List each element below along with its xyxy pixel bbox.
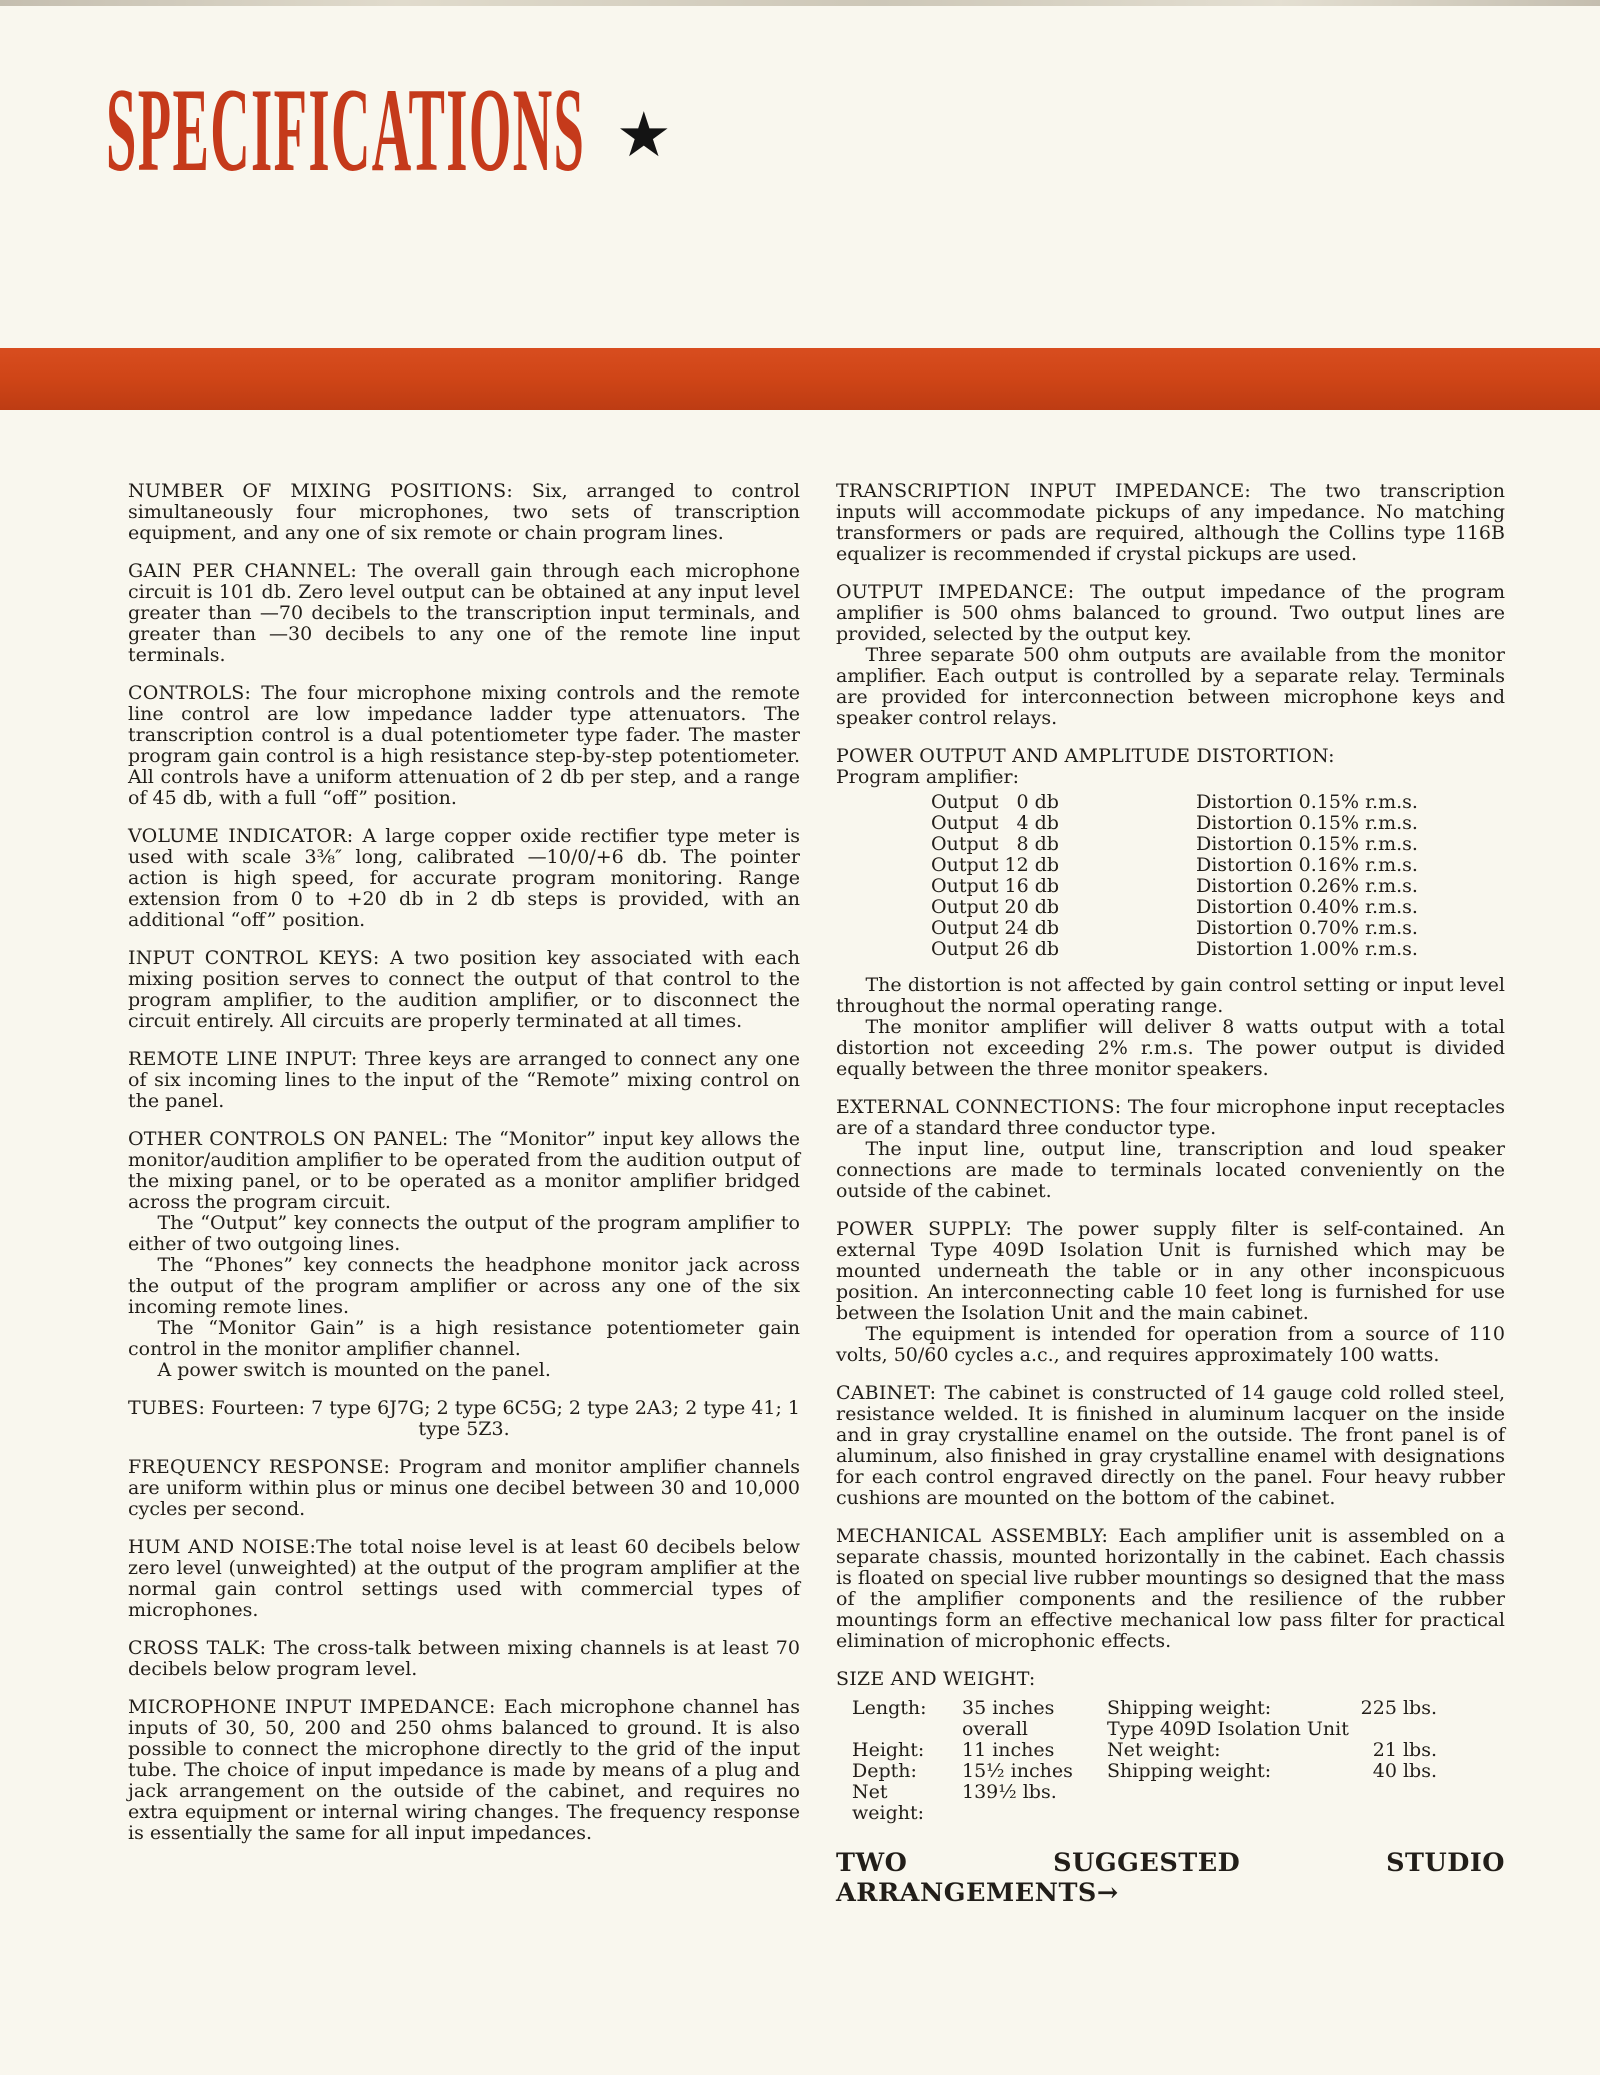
output-level: 8: [1016, 833, 1029, 855]
output-label: Output: [931, 938, 999, 960]
section-heading: HUM AND NOISE:: [128, 1536, 317, 1558]
section-continuation: The equipment is intended for operation from a source of 110 volts, 50/60 cycles a.c., and requires approximately 100 watts.: [836, 1323, 1505, 1366]
section-heading: MICROPHONE INPUT IMPEDANCE:: [128, 1696, 504, 1718]
section-heading: CROSS TALK:: [128, 1637, 274, 1659]
section-continuation: Three separate 500 ohm outputs are available from the monitor amplifier. Each output is controlled by a separate relay. Terminals are provided for interconnection between microphone keys and speaker control relays.: [836, 644, 1505, 729]
rms-label: r.m.s.: [1365, 917, 1418, 939]
db-label: db: [1034, 938, 1060, 960]
page-title: SPECIFICATIONS: [106, 63, 586, 196]
db-label: db: [1034, 854, 1060, 876]
weight-value: 225 lbs.: [1360, 1697, 1437, 1719]
size-weight-left: [852, 1698, 1107, 1824]
section-body: Program and monitor amplifier channels are uniform within plus or minus one decibel between 30 and 10,000 cycles per second.: [128, 1456, 800, 1520]
section-body: A large copper oxide rectifier type meter is used with scale 3⅜″ long, calibrated —10/0/+6 db. The pointer action is high speed, for accurate program monitoring. Range extension from 0 to +20 db in 2 db steps is provided, with an additional “off” position.: [128, 825, 800, 931]
output-level: 0: [1016, 791, 1029, 813]
section-heading: INPUT CONTROL KEYS:: [128, 947, 391, 969]
distortion-label: Distortion: [1196, 812, 1293, 834]
spec-section-hum-and-noise: [128, 1537, 800, 1621]
section-body: The two transcription inputs will accommodate pickups of any impedance. No matching transformers or pads are required, although the Collins type 116B equalizer is recommended if crystal pickups are used.: [836, 480, 1505, 565]
size-weight-table: [836, 1698, 1505, 1824]
section-continuation: A power switch is mounted on the panel.: [157, 1359, 551, 1381]
spec-section-cross-talk: [128, 1638, 800, 1680]
spec-section-external-connections: [836, 1097, 1505, 1202]
output-label: Output: [931, 875, 999, 897]
dimension-value: 139½ lbs.: [962, 1781, 1057, 1803]
section-heading: CONTROLS:: [128, 682, 262, 704]
table-row: [852, 1761, 1107, 1782]
spec-section-mechanical-assembly: [836, 1526, 1505, 1652]
output-label: Output: [931, 854, 999, 876]
output-level: 4: [1016, 812, 1029, 834]
spec-section-output-impedance: [836, 582, 1505, 729]
dimension-label: Net weight:: [852, 1781, 925, 1824]
table-row: [852, 1740, 1107, 1761]
table-row: [931, 855, 1505, 876]
section-heading: FREQUENCY RESPONSE:: [128, 1456, 399, 1478]
rms-label: r.m.s.: [1365, 791, 1418, 813]
weight-label: Shipping weight:: [1107, 1697, 1272, 1719]
section-body: The four microphone input receptacles are of a standard three conductor type.: [836, 1096, 1505, 1139]
output-label: Output: [931, 812, 999, 834]
section-body: Fourteen: 7 type 6J7G; 2 type 6C5G; 2 type 2A3; 2 type 41; 1 type 5Z3.: [211, 1397, 800, 1440]
section-body: The “Monitor” input key allows the monitor/audition amplifier to be operated from the audition output of the mixing panel, or to be operated as a monitor amplifier bridged across the program circuit.: [128, 1128, 801, 1213]
spec-section-gain-per-channel: [128, 561, 800, 666]
section-heading: VOLUME INDICATOR:: [128, 825, 363, 847]
section-heading: NUMBER OF MIXING POSITIONS:: [128, 480, 532, 502]
rms-label: r.m.s.: [1365, 854, 1418, 876]
distortion-label: Distortion: [1196, 854, 1293, 876]
section-body: The total noise level is at least 60 decibels below zero level (unweighted) at the output of the program amplifier at the normal gain control settings used with commercial types of microphones.: [128, 1536, 800, 1621]
distortion-label: Distortion: [1196, 896, 1293, 918]
db-label: db: [1034, 917, 1060, 939]
section-continuation: The “Output” key connects the output of the program amplifier to either of two outgoing lines.: [128, 1212, 800, 1255]
output-label: Output: [931, 917, 999, 939]
star-icon: ★: [616, 98, 672, 171]
section-continuation: The distortion is not affected by gain control setting or input level throughout the normal operating range.: [836, 974, 1505, 1017]
output-label: Output: [931, 896, 999, 918]
section-heading: OUTPUT IMPEDANCE:: [836, 581, 1091, 603]
section-heading: OTHER CONTROLS ON PANEL:: [128, 1128, 456, 1150]
spec-section-size-and-weight: [836, 1669, 1505, 1824]
section-continuation: The “Phones” key connects the headphone monitor jack across the output of the program amplifier or across any one of the six incoming remote lines.: [128, 1254, 800, 1318]
section-body: The cabinet is constructed of 14 gauge cold rolled steel, resistance welded. It is finished in aluminum lacquer on the inside and in gray crystalline enamel on the outside. The front panel is of aluminum, also finished in gray crystalline enamel with designations for each control engraved directly on the panel. Four heavy rubber cushions are mounted on the bottom of the cabinet.: [836, 1382, 1505, 1509]
section-heading: GAIN PER CHANNEL:: [128, 560, 368, 582]
output-level: 20: [1004, 896, 1029, 918]
red-divider-band: [0, 348, 1600, 410]
distortion-value: 1.00%: [1298, 938, 1360, 960]
db-label: db: [1034, 896, 1060, 918]
page-top-edge: [0, 0, 1600, 6]
section-body: Three keys are arranged to connect any one of six incoming lines to the input of the “Remote” mixing control on the panel.: [128, 1048, 800, 1112]
dimension-value: 11 inches: [962, 1739, 1055, 1761]
spec-section-power-supply: [836, 1219, 1505, 1366]
section-continuation: The “Monitor Gain” is a high resistance potentiometer gain control in the monitor amplifier channel.: [128, 1317, 800, 1360]
section-body: A two position key associated with each mixing position serves to connect the output of that control to the program amplifier, to the audition amplifier, or to disconnect the circuit entirely. All circuits are properly terminated at all times.: [128, 947, 801, 1032]
table-row: [931, 939, 1505, 960]
section-body: Six, arranged to control simultaneously four microphones, two sets of transcription equipment, and any one of six remote or chain program lines.: [128, 480, 800, 544]
spec-section-input-control-keys: [128, 948, 800, 1032]
weight-value: 21 lbs.: [1372, 1739, 1437, 1761]
distortion-value: 0.15%: [1298, 812, 1360, 834]
spec-section-tubes: [128, 1398, 800, 1440]
output-label: Output: [931, 833, 999, 855]
arrow-icon: →: [1096, 1878, 1119, 1908]
output-level: 12: [1004, 854, 1029, 876]
rms-label: r.m.s.: [1365, 833, 1418, 855]
table-row: [931, 813, 1505, 834]
section-heading: REMOTE LINE INPUT:: [128, 1048, 365, 1070]
table-row: [931, 876, 1505, 897]
dimension-value: 35 inches overall: [962, 1697, 1055, 1740]
table-row: [931, 792, 1505, 813]
section-body: The output impedance of the program amplifier is 500 ohms balanced to ground. Two output lines are provided, selected by the output key.: [836, 581, 1505, 645]
dimension-label: Height:: [852, 1739, 925, 1761]
dimension-label: Depth:: [852, 1760, 917, 1782]
size-weight-right: [1107, 1698, 1437, 1824]
table-row: [1107, 1698, 1437, 1719]
section-continuation: The input line, output line, transcription and loud speaker connections are made to terminals located conveniently on the outside of the cabinet.: [836, 1138, 1505, 1202]
distortion-value: 0.15%: [1298, 791, 1360, 813]
table-row: [1107, 1740, 1437, 1761]
spec-section-cabinet: [836, 1383, 1505, 1509]
spec-section-power-output-distortion: [836, 746, 1505, 1080]
output-label: Output: [931, 791, 999, 813]
distortion-notes: [836, 975, 1505, 1080]
footer-label: TWO SUGGESTED STUDIO ARRANGEMENTS: [836, 1848, 1505, 1908]
rms-label: r.m.s.: [1365, 875, 1418, 897]
db-label: db: [1034, 833, 1059, 855]
output-level: 26: [1004, 938, 1029, 960]
table-row: [1107, 1719, 1437, 1740]
table-row: [931, 918, 1505, 939]
section-heading: POWER SUPPLY:: [836, 1218, 1028, 1240]
distortion-value: 0.40%: [1298, 896, 1360, 918]
spec-section-remote-line-input: [128, 1049, 800, 1112]
section-heading: TUBES:: [128, 1397, 212, 1419]
section-heading: MECHANICAL ASSEMBLY:: [836, 1525, 1119, 1547]
spec-section-volume-indicator: [128, 826, 800, 931]
spec-columns: [128, 481, 1505, 1908]
weight-label: Type 409D Isolation Unit: [1107, 1718, 1349, 1740]
spec-section-controls: [128, 683, 800, 809]
distortion-label: Distortion: [1196, 833, 1293, 855]
distortion-label: Distortion: [1196, 791, 1293, 813]
weight-value: 40 lbs.: [1372, 1760, 1437, 1782]
spec-section-mixing-positions: [128, 481, 800, 544]
distortion-value: 0.26%: [1298, 875, 1360, 897]
section-body: The cross-talk between mixing channels is at least 70 decibels below program level.: [128, 1637, 800, 1680]
distortion-value: 0.70%: [1298, 917, 1360, 939]
table-row: [852, 1698, 1107, 1740]
distortion-label: Distortion: [1196, 917, 1293, 939]
weight-label: Net weight:: [1107, 1739, 1221, 1761]
rms-label: r.m.s.: [1365, 812, 1418, 834]
section-continuation: The monitor amplifier will deliver 8 watts output with a total distortion not exceeding 2% r.m.s. The power output is divided equally between the three monitor speakers.: [836, 1016, 1505, 1080]
section-body: The overall gain through each microphone circuit is 101 db. Zero level output can be obtained at any input level greater than —70 decibels to the transcription input terminals, and greater than —30 decibels to any one of the remote line input terminals.: [128, 560, 800, 666]
distortion-value: 0.15%: [1298, 833, 1360, 855]
distortion-label: Distortion: [1196, 938, 1293, 960]
dimension-value: 15½ inches: [962, 1760, 1073, 1782]
db-label: db: [1034, 812, 1059, 834]
output-level: 24: [1004, 917, 1029, 939]
spec-section-frequency-response: [128, 1457, 800, 1520]
distortion-value: 0.16%: [1298, 854, 1360, 876]
section-body: The four microphone mixing controls and the remote line control are low impedance ladder type attenuators. The transcription control is a dual potentiometer type fader. The master program gain control is a high resistance step-by-step potentiometer. All controls have a uniform attenuation of 2 db per step, and a range of 45 db, with a full “off” position.: [128, 682, 800, 809]
weight-label: Shipping weight:: [1107, 1760, 1272, 1782]
table-row: [852, 1782, 1107, 1824]
rms-label: r.m.s.: [1365, 938, 1418, 960]
left-column: [128, 481, 800, 1908]
db-label: db: [1034, 791, 1059, 813]
table-row: [931, 834, 1505, 855]
table-subheading: Program amplifier:: [836, 766, 1019, 788]
section-heading: CABINET:: [836, 1382, 945, 1404]
table-row: [1107, 1761, 1437, 1782]
db-label: db: [1034, 875, 1060, 897]
table-row: [931, 897, 1505, 918]
right-column: [836, 481, 1505, 1908]
section-body: The power supply filter is self-contained. An external Type 409D Isolation Unit is furnished which may be mounted underneath the table or in any other inconspicuous position. An interconnecting cable 10 feet long is furnished for use between the Isolation Unit and the main cabinet.: [836, 1218, 1505, 1324]
section-body: Each amplifier unit is assembled on a separate chassis, mounted horizontally in the cabinet. Each chassis is floated on special live rubber mountings so designed that the mass of the amplifier components and the resilience of the rubber mountings form an effective mechanical low pass filter for practical elimination of microphonic effects.: [836, 1525, 1505, 1652]
footer-title: [836, 1848, 1505, 1908]
section-heading: SIZE AND WEIGHT:: [836, 1668, 1036, 1690]
spec-section-other-controls: [128, 1129, 800, 1381]
section-heading: EXTERNAL CONNECTIONS:: [836, 1096, 1128, 1118]
distortion-table: [931, 792, 1505, 960]
distortion-label: Distortion: [1196, 875, 1293, 897]
spec-section-transcription-impedance: [836, 481, 1505, 565]
rms-label: r.m.s.: [1365, 896, 1418, 918]
section-body: Each microphone channel has inputs of 30, 50, 200 and 250 ohms balanced to ground. It is also possible to connect the microphone directly to the grid of the input tube. The choice of input impedance is made by means of a plug and jack arrangement on the outside of the cabinet, and requires no extra equipment or internal wiring changes. The frequency response is essentially the same for all input impedances.: [128, 1696, 800, 1844]
section-heading: TRANSCRIPTION INPUT IMPEDANCE:: [836, 480, 1271, 502]
output-level: 16: [1004, 875, 1029, 897]
spec-section-mic-input-impedance: [128, 1697, 800, 1844]
section-heading: POWER OUTPUT AND AMPLITUDE DISTORTION:: [836, 745, 1335, 767]
dimension-label: Length:: [852, 1697, 927, 1719]
